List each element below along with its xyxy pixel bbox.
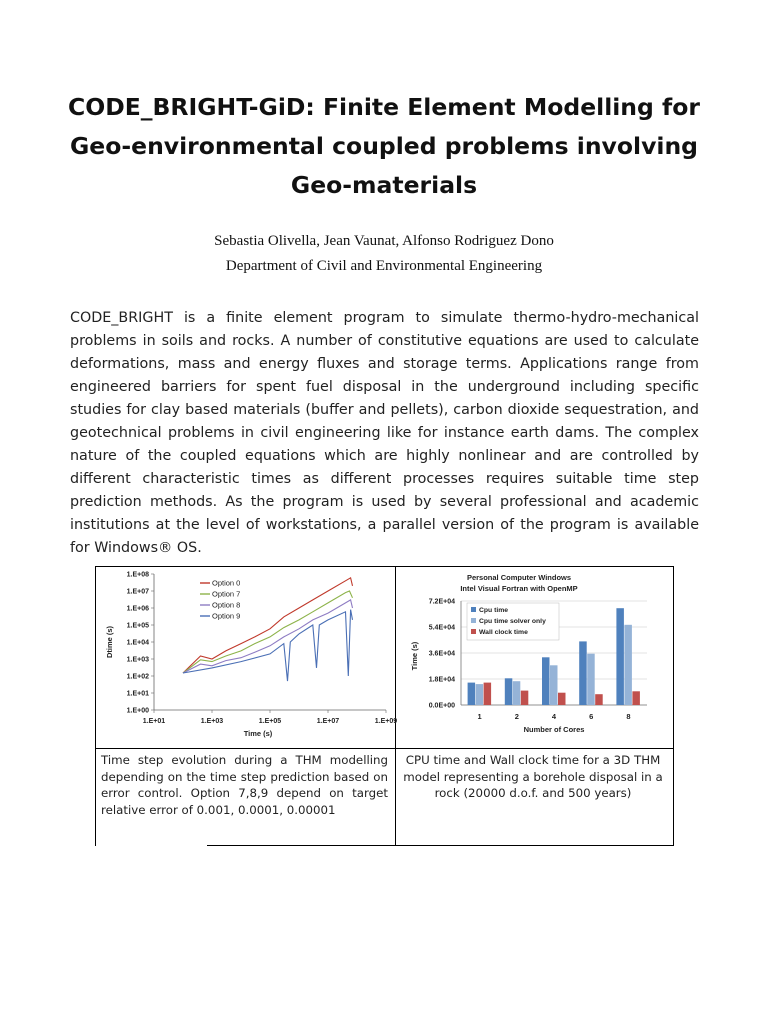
chart1-y-tick-label: 1.E+02 xyxy=(126,673,149,681)
chart1-x-tick-label: 1.E+01 xyxy=(142,718,166,725)
chart2-bar xyxy=(624,625,632,705)
chart2-bar xyxy=(542,657,550,705)
title-line-3: Geo-materials xyxy=(290,171,478,199)
chart2-x-tick-label: 8 xyxy=(626,712,631,721)
chart2-bar xyxy=(550,665,558,705)
figure-caption-right: CPU time and Wall clock time for a 3D THM model representing a borehole disposal in a rock (20000 d.o.f. and 500 years) xyxy=(403,753,663,800)
chart2-legend-swatch xyxy=(471,629,476,634)
chart1-legend-label: Option 7 xyxy=(212,589,241,599)
chart2-bar xyxy=(521,691,529,705)
chart2-legend-label: Cpu time solver only xyxy=(479,618,546,625)
chart1-x-tick-label: 1.E+05 xyxy=(258,718,282,725)
department: Department of Civil and Environmental Engineering xyxy=(225,258,543,274)
table-middle-border xyxy=(395,566,396,846)
table-top-border xyxy=(95,566,674,567)
chart2-ylabel: Time (s) xyxy=(410,641,419,671)
chart2-y-tick-label: 5.4E+04 xyxy=(428,624,455,632)
chart1-ylabel: Dtime (s) xyxy=(105,625,114,659)
chart1-y-tick-label: 1.E+08 xyxy=(126,571,149,579)
chart1-y-tick-label: 1.E+03 xyxy=(126,656,149,664)
chart2-bar xyxy=(476,684,484,705)
chart1-y-tick-label: 1.E+05 xyxy=(126,622,149,630)
author-list: Sebastia Olivella, Jean Vaunat, Alfonso Rodriguez Dono xyxy=(214,233,554,249)
chart2-legend-swatch xyxy=(471,607,476,612)
chart2-bar xyxy=(513,681,521,705)
title-line-1: CODE_BRIGHT-GiD: Finite Element Modelling for xyxy=(67,93,700,121)
chart2-subtitle: Intel Visual Fortran with OpenMP xyxy=(460,584,578,593)
chart2-y-tick-label: 7.2E+04 xyxy=(428,598,455,606)
chart2-y-tick-label: 3.6E+04 xyxy=(428,650,455,658)
chart2-y-tick-label: 0.0E+00 xyxy=(428,702,455,710)
chart1-x-tick-label: 1.E+03 xyxy=(200,718,224,725)
chart2-bar xyxy=(616,608,624,705)
chart2-bar xyxy=(505,678,513,705)
figure-caption-left: Time step evolution during a THM modelling depending on the time step prediction based on error control. Option 7,8,9 depend on target relative error of 0.001, 0.0001, 0.00001 xyxy=(101,753,388,817)
chart2-bar xyxy=(468,683,476,705)
table-bottom-border xyxy=(207,845,674,846)
table-left-border xyxy=(95,566,96,846)
title-line-2: Geo-environmental coupled problems involving xyxy=(70,132,698,160)
chart2-x-tick-label: 4 xyxy=(551,712,557,721)
chart1-legend-label: Option 9 xyxy=(212,611,241,621)
chart2-bar xyxy=(595,694,603,705)
chart1-y-tick-label: 1.E+06 xyxy=(126,605,149,613)
chart1-y-tick-label: 1.E+07 xyxy=(126,588,149,596)
chart2-bar xyxy=(484,683,492,705)
chart2-bar xyxy=(558,693,566,705)
chart2-title: Personal Computer Windows xyxy=(466,573,572,582)
chart1-x-tick-label: 1.E+09 xyxy=(374,718,398,725)
chart1-x-tick-label: 1.E+07 xyxy=(316,718,340,725)
table-right-border xyxy=(673,566,674,846)
table-row-divider xyxy=(95,748,674,749)
chart1-y-tick-label: 1.E+04 xyxy=(126,639,149,647)
chart2-x-tick-label: 2 xyxy=(514,712,519,721)
chart2-bar xyxy=(579,641,587,705)
chart1-y-tick-label: 1.E+01 xyxy=(126,690,149,698)
chart2-xlabel: Number of Cores xyxy=(523,725,585,734)
chart1-xlabel: Time (s) xyxy=(243,729,273,738)
paper-title xyxy=(40,88,728,205)
cpu-time-chart xyxy=(399,568,671,746)
chart2-bar xyxy=(587,654,595,705)
abstract-paragraph: CODE_BRIGHT is a finite element program to simulate thermo-hydro-mechanical problems in soils and rocks. A number of constitutive equations are used to calculate deformations, mass and energy fluxes and storage terms. Applications range from engineered barriers for spent fuel disposal in the underground including specific studies for clay based materials (buffer and pellets), carbon dioxide sequestration, and geotechnical problems in civil engineering like for instance earth dams. The complex nature of the coupled equations which are highly nonlinear and are controlled by different characteristic times as different processes requires suitable time step prediction methods. As the program is used by several professional and academic institutions at the level of workstations, a parallel version of the program is available for Windows® OS. xyxy=(70,310,699,556)
chart1-legend-label: Option 8 xyxy=(212,600,241,610)
chart2-legend-swatch xyxy=(471,618,476,623)
chart2-y-tick-label: 1.8E+04 xyxy=(428,676,455,684)
timestep-chart xyxy=(98,568,398,746)
chart1-legend-label: Option 0 xyxy=(212,578,241,588)
chart2-x-tick-label: 1 xyxy=(477,712,482,721)
chart2-bar xyxy=(632,691,640,705)
chart2-legend-label: Cpu time xyxy=(479,607,509,614)
chart2-legend-label: Wall clock time xyxy=(479,629,528,636)
chart2-x-tick-label: 6 xyxy=(589,712,594,721)
chart1-y-tick-label: 1.E+00 xyxy=(126,707,149,715)
